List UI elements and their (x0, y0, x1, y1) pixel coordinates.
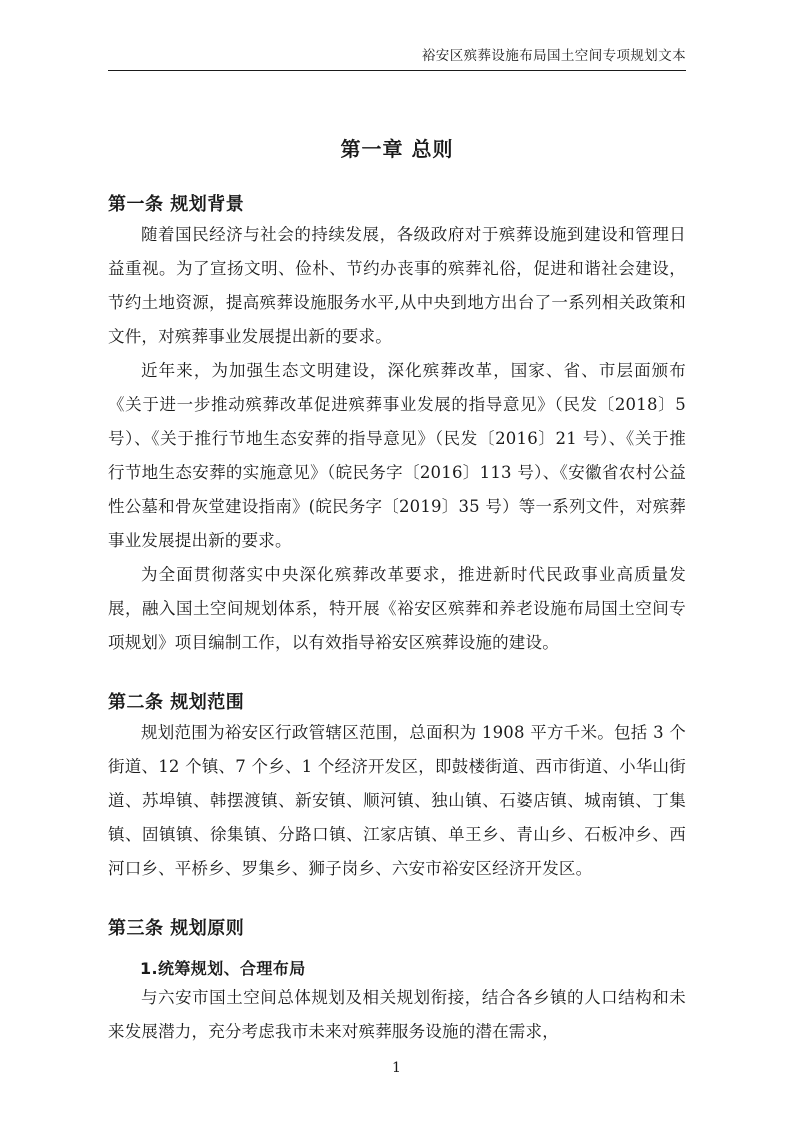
running-header-text: 裕安区殡葬设施布局国土空间专项规划文本 (421, 48, 686, 64)
page-number: 1 (392, 1060, 401, 1076)
header-divider (108, 70, 686, 71)
section-heading-2: 第二条 规划范围 (108, 692, 245, 713)
section-heading-1: 第一条 规划背景 (108, 194, 245, 215)
running-header (108, 44, 686, 70)
paragraph-1-1: 随着国民经济与社会的持续发展，各级政府对于殡葬设施到建设和管理日益重视。为了宣扬文明、俭朴、节约办丧事的殡葬礼俗，促进和谐社会建设，节约土地资源，提高殡葬设施服务水平,从中央到地方出台了一系列相关政策和文件，对殡葬事业发展提出新的要求。 (108, 225, 686, 346)
paragraph-1-3: 为全面贯彻落实中央深化殡葬改革要求，推进新时代民政事业高质量发展，融入国土空间规划体系，特开展《裕安区殡葬和养老设施布局国土空间专项规划》项目编制工作，以有效指导裕安区殡葬设施的建设。 (108, 565, 686, 652)
page-content (108, 44, 686, 1049)
paragraph-3-1-1: 与六安市国土空间总体规划及相关规划衔接，结合各乡镇的人口结构和未来发展潜力，充分考虑我市未来对殡葬服务设施的潜在需求， (108, 988, 686, 1041)
paragraph-1-2: 近年来，为加强生态文明建设，深化殡葬改革，国家、省、市层面颁布《关于进一步推动殡葬改革促进殡葬事业发展的指导意见》（民发〔2018〕5 号）、《关于推行节地生态安葬的指导意见》（民发〔2016〕21 号）、《关于推行节地生态安葬的实施意见》（皖民务字〔2016〕113 号）、《安徽省农村公益性公墓和骨灰堂建设指南》(皖民务字〔2019〕35 号）等一系列文件，对殡葬事业发展提出新的要求。 (108, 361, 686, 550)
paragraph-2-1: 规划范围为裕安区行政管辖区范围，总面积为 1908 平方千米。包括 3 个街道、12 个镇、7 个乡、1 个经济开发区，即鼓楼街道、西市街道、小华山街道、苏埠镇、韩摆渡镇、新安镇、顺河镇、独山镇、石婆店镇、城南镇、丁集镇、固镇镇、徐集镇、分路口镇、江家店镇、单王乡、青山乡、石板冲乡、西河口乡、平桥乡、罗集乡、狮子岗乡、六安市裕安区经济开发区。 (108, 723, 686, 878)
section-heading-3: 第三条 规划原则 (108, 918, 245, 939)
subsection-heading-3-1: 1.统筹规划、合理布局 (140, 959, 306, 978)
chapter-title: 第一章 总则 (340, 137, 454, 161)
